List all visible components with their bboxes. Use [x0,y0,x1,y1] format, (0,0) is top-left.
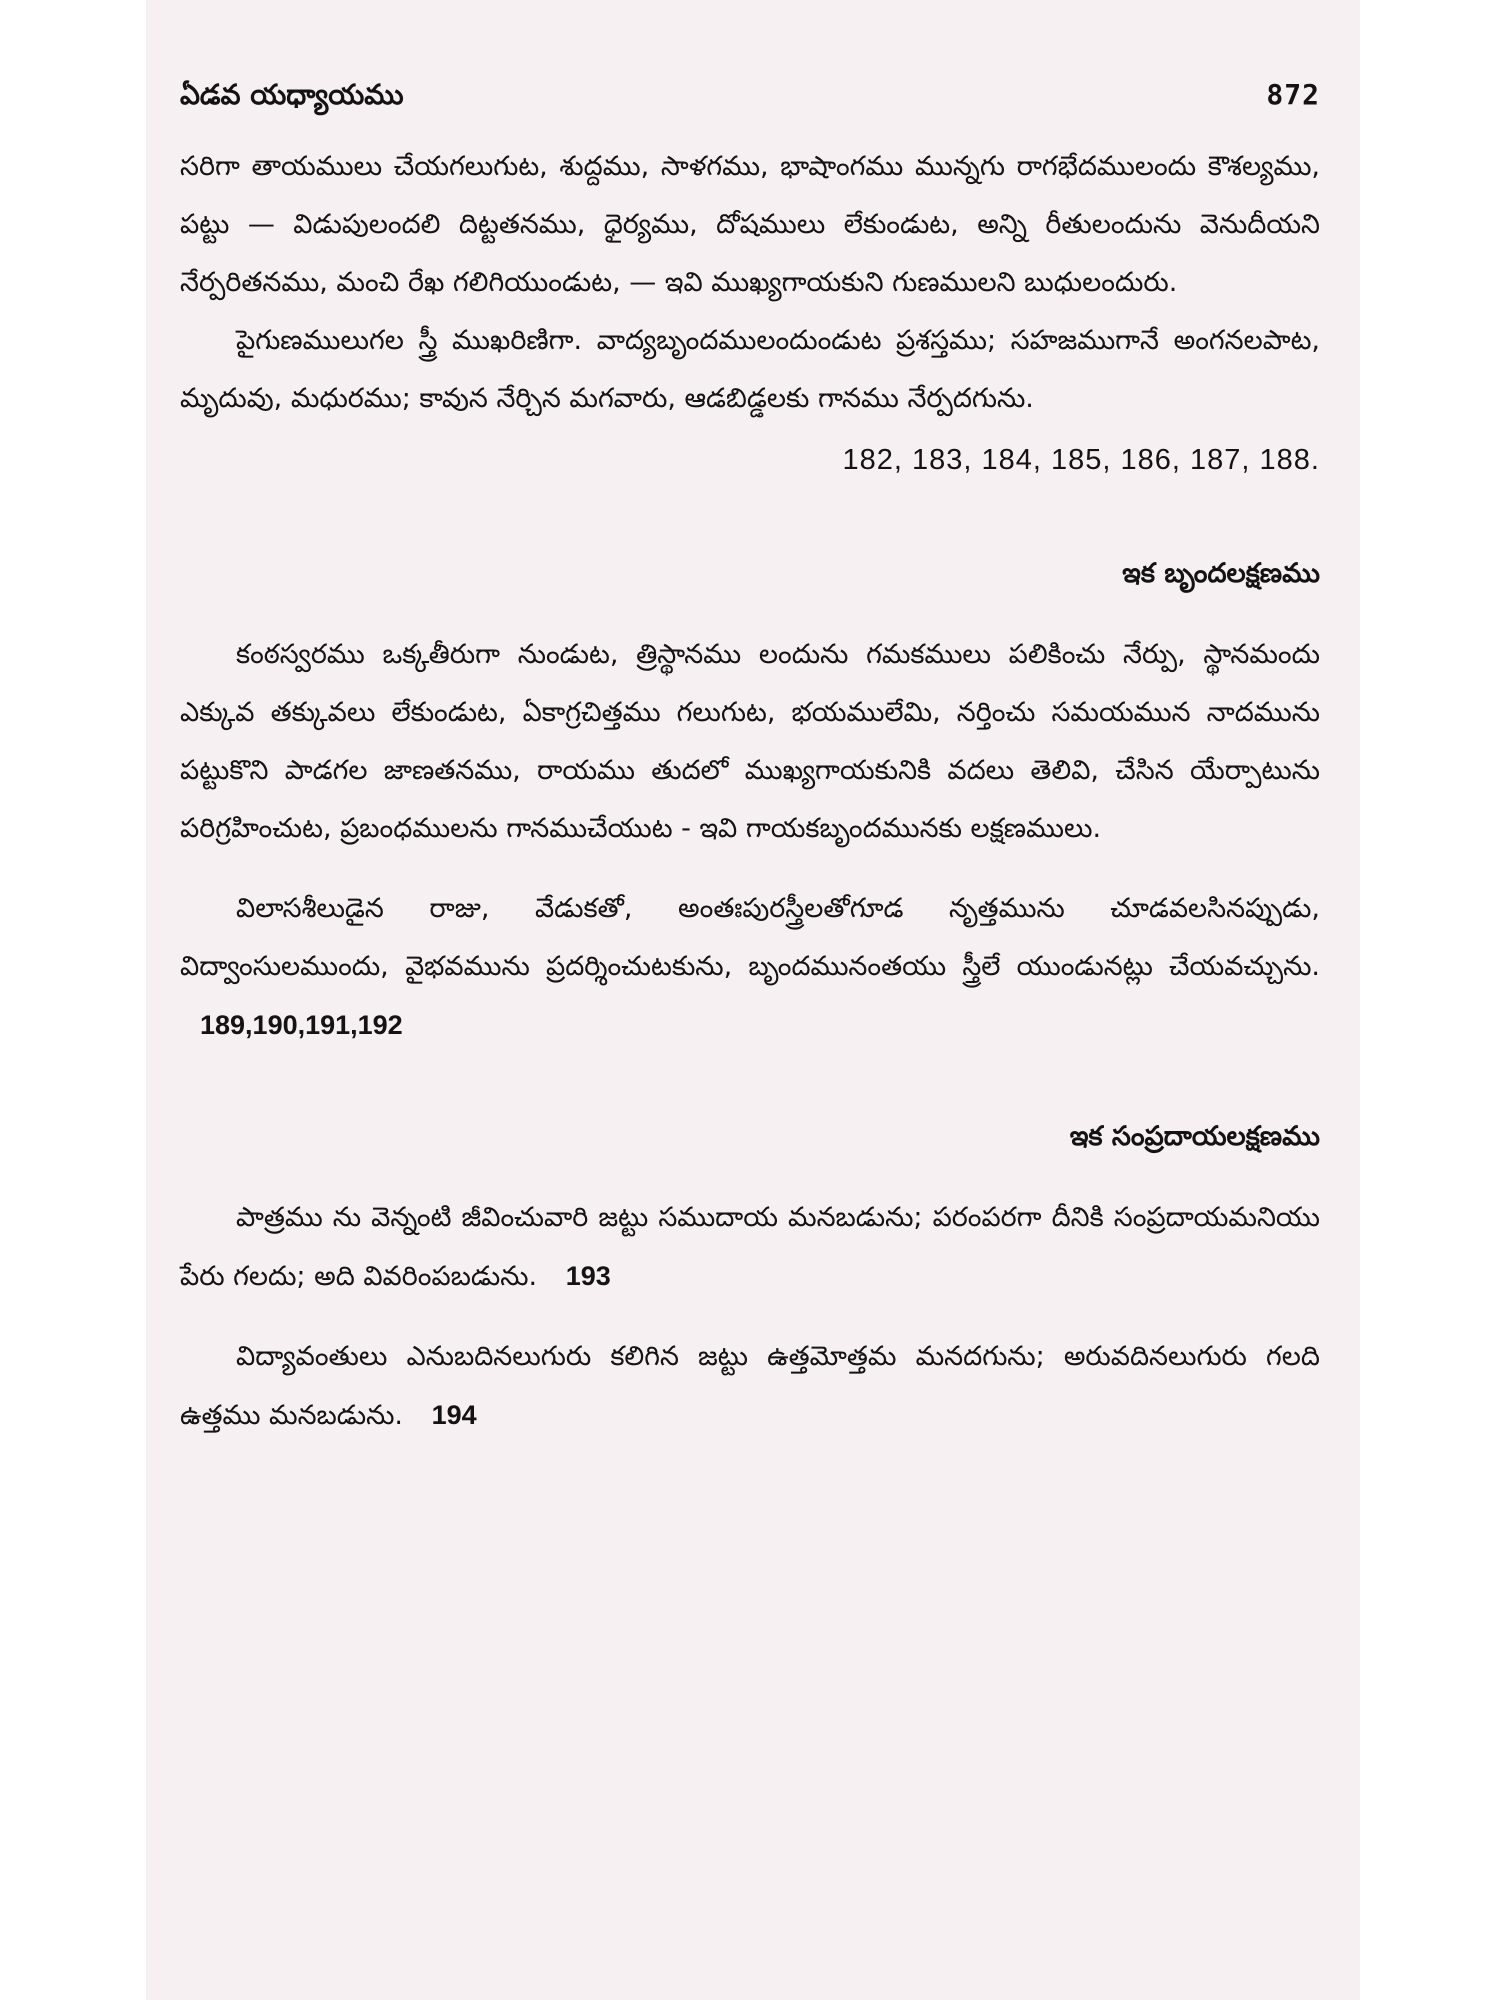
paragraph-female-singers: పైగుణములుగల స్త్రీ ముఖరిణిగా. వాద్యబృందములందుండుట ప్రశస్తము; సహజముగానే అంగనలపాట, మృదువు, మధురము; కావున నేర్చిన మగవారు, ఆడబిడ్డలకు గానము నేర్పదగును. [180,325,1320,414]
paragraph-royal-text: విలాసశీలుడైన రాజు, వేడుకతో, అంతఃపురస్త్రీలతోగూడ నృత్తమును చూడవలసినప్పుడు, విద్వాంసులముందు, వైభవమును ప్రదర్శించుటకును, బృందమునంతయు స్త్రీలే యుండునట్లు చేయవచ్చును. [180,893,1320,982]
scan-margin-left [0,0,146,2000]
scan-margin-right [1360,0,1500,2000]
heading-sampradaya-lakshanamu: ఇక సంప్రదాయలక్షణము [1069,1121,1320,1152]
spacer [180,492,1320,544]
heading-brinda-lakshanamu: ఇక బృందలక్షణము [1122,558,1320,589]
verse-numbers-189-192: 189,190,191,192 [200,1010,403,1040]
verse-number-193: 193 [565,1261,611,1291]
page-number: 872 [1266,78,1320,111]
paragraph-singer-qualities: సరిగా తాయములు చేయగలుగుట, శుద్దము, సాళగము, భాషాంగము మున్నగు రాగభేదములందు కౌశల్యము, పట్టు — విడుపులందలి దిట్టతనము, ధైర్యము, దోషములు లేకుండుట, అన్ని రీతులందును వెనుదీయని నేర్పరితనము, మంచి రేఖ గలిగియుండుట, — ఇవి ముఖ్యగాయకుని గుణములని బుధులందురు. [180,151,1320,298]
spacer [180,1167,1320,1189]
verse-number-194: 194 [431,1400,477,1430]
running-header [180,66,1320,126]
paragraph-sampradaya [180,1189,1320,1306]
page-content [180,66,1320,1445]
paragraph-troupe-text: విద్యావంతులు ఎనుబదినలుగురు కలిగిన జట్టు ఉత్తమోత్తమ మనదగును; అరువదినలుగురు గలది ఉత్తము మనబడును. [180,1341,1320,1431]
paragraph-royal-performance [180,880,1320,1055]
spacer [180,1306,1320,1328]
chapter-title: ఏడవ యధ్యాయము [180,78,404,111]
paragraph-troupe-size [180,1328,1320,1445]
spacer [180,604,1320,626]
spacer [180,858,1320,880]
verse-numbers-182-188: 182, 183, 184, 185, 186, 187, 188. [842,444,1320,476]
paragraph-group-qualities: కంఠస్వరము ఒక్కతీరుగా నుండుట, త్రిస్థానము లందును గమకములు పలికించు నేర్పు, స్థానమందు ఎక్కువ తక్కువలు లేకుండుట, ఏకాగ్రచిత్తము గలుగుట, భయములేమి, నర్తించు సమయమున నాదమును పట్టుకొని పాడగల జాణతనము, రాయము తుదలో ముఖ్యగాయకునికి వదలు తెలివి, చేసిన యేర్పాటును పరిగ్రహించుట, ప్రబంధములను గానముచేయుట - ఇవి గాయకబృందమునకు లక్షణములు. [180,639,1320,844]
spacer [180,1055,1320,1107]
paragraph-sampradaya-text: పాత్రము ను వెన్నంటి జీవించువారి జట్టు సముదాయ మనబడును; పరంపరగా దీనికి సంప్రదాయమనియు పేరు గలదు; అది వివరింపబడును. [180,1202,1320,1292]
